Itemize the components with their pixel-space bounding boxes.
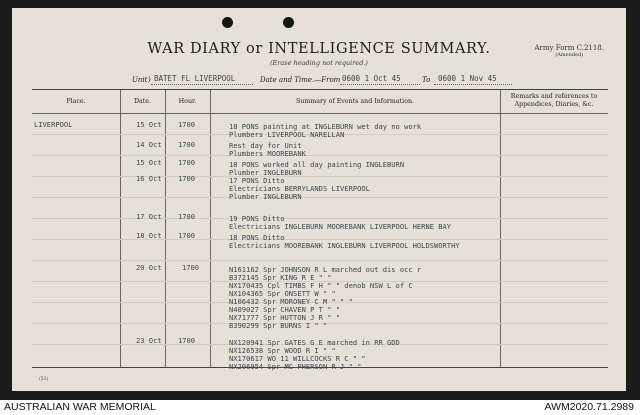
entry-line: Plumber INGLEBURN	[229, 192, 302, 201]
page-subtitle: (Erase heading not required.)	[270, 59, 368, 67]
entry-hour: 1700	[178, 336, 196, 345]
entry-line: NX206954 Spr MC PHERSON R J " "	[229, 362, 362, 371]
entry-line: N106432 Spr MORONEY C M " " "	[229, 297, 353, 306]
entry-hour: 1700	[178, 158, 196, 167]
entry-line: B372145 Spr KING R E " "	[229, 273, 332, 282]
entry-line: 19 PONS Ditto	[229, 214, 285, 223]
to-value: 0600 1 Nov 45	[438, 74, 497, 83]
entry-hour: 1700	[182, 263, 200, 272]
entry-line: Electricians INGLEBURN MOOREBANK LIVERPOOL HERNE BAY	[229, 222, 452, 231]
entry-line: NX120941 Spr GATES G E marched in RR GDD	[229, 338, 400, 347]
entry-date: 15 Oct	[136, 158, 162, 167]
entry-date: 16 Oct	[136, 174, 162, 183]
punch-hole	[222, 17, 233, 28]
col-hour: Hour.	[178, 98, 197, 105]
datetime-label: Date and Time.—From	[260, 76, 341, 84]
entry-line: 17 PONS Ditto	[229, 176, 285, 185]
entry-date: 20 Oct	[136, 263, 162, 272]
entry-line: Plumbers MOOREBANK	[229, 149, 306, 158]
footer-accession: AWM2020.71.2989	[544, 401, 634, 413]
unit-date-line: Unit ) BATET FL LIVERPOOL Date and Time.—From 0600 1 Oct 45 To 0600 1 Nov 45	[132, 73, 532, 87]
entry-hour: 1700	[178, 231, 196, 240]
col-date: Date.	[133, 98, 152, 105]
entry-line: B390299 Spr BURNS I " "	[229, 321, 328, 330]
form-number-label: Army Form C.2118.	[534, 44, 604, 52]
entry-line: Plumber INGLEBURN	[229, 168, 302, 177]
entry-date: 23 Oct	[136, 336, 162, 345]
form-number-sub: (Amended)	[555, 52, 584, 58]
entry-line: N409027 Spr CHAVEN P T " "	[229, 305, 341, 314]
entry-hour: 1700	[178, 174, 196, 183]
entry-date: 14 Oct	[136, 140, 162, 149]
entry-line: Rest day for Unit	[229, 141, 302, 150]
entry-line: N161162 Spr JOHNSON R L marched out dis occ r	[229, 265, 422, 274]
punch-hole	[283, 17, 294, 28]
entry-hour: 1700	[178, 212, 196, 221]
entry-date: 18 Oct	[136, 231, 162, 240]
entry-hour: 1700	[178, 120, 196, 129]
entry-date: 17 Oct	[136, 212, 162, 221]
col-remarks: Remarks and references to Appendices, Diaries, &c.	[510, 93, 598, 108]
diary-table	[32, 89, 608, 371]
unit-label: Unit	[132, 76, 148, 84]
form-number	[535, 44, 605, 58]
col-place: Place.	[66, 98, 86, 105]
entry-line: 18 PONS Ditto	[229, 233, 285, 242]
form-print-mark: (51)	[39, 377, 49, 382]
footer-institution: AUSTRALIAN WAR MEMORIAL	[4, 401, 156, 413]
to-label: To	[422, 76, 431, 84]
entry-hour: 1700	[178, 140, 196, 149]
from-value: 0600 1 Oct 45	[342, 74, 401, 83]
col-summary: Summary of Events and Information.	[295, 98, 415, 105]
entry-line: Plumbers LIVERPOOL NARELLAN	[229, 130, 345, 139]
entry-line: 18 PONS painting at INGLEBURN wet day no work	[229, 122, 422, 131]
entry-place: LIVERPOOL	[34, 120, 73, 129]
entry-line: NX126538 Spr WOOD R I " "	[229, 346, 336, 355]
entry-line: NX170435 Cpl TIMBS F H " " denob NSW L of C	[229, 281, 413, 290]
entry-line: NX170617 WO 11 WILLCOCKS R C " "	[229, 354, 366, 363]
entry-line: Electricians MOOREBANK INGLEBURN LIVERPOOL HOLDSWORTHY	[229, 241, 460, 250]
unit-value: BATET FL LIVERPOOL	[154, 74, 236, 83]
entry-line: NX71777 Spr HUTTON J R " "	[229, 313, 341, 322]
entry-line: 18 PONS worked all day painting INGLEBURN	[229, 160, 405, 169]
entry-line: Electricians BERRYLANDS LIVERPOOL	[229, 184, 370, 193]
entry-line: NX104365 Spr ONSETT W " "	[229, 289, 336, 298]
page-title: WAR DIARY or INTELLIGENCE SUMMARY.	[147, 41, 491, 57]
diary-sheet	[12, 8, 626, 391]
entry-date: 15 Oct	[136, 120, 162, 129]
